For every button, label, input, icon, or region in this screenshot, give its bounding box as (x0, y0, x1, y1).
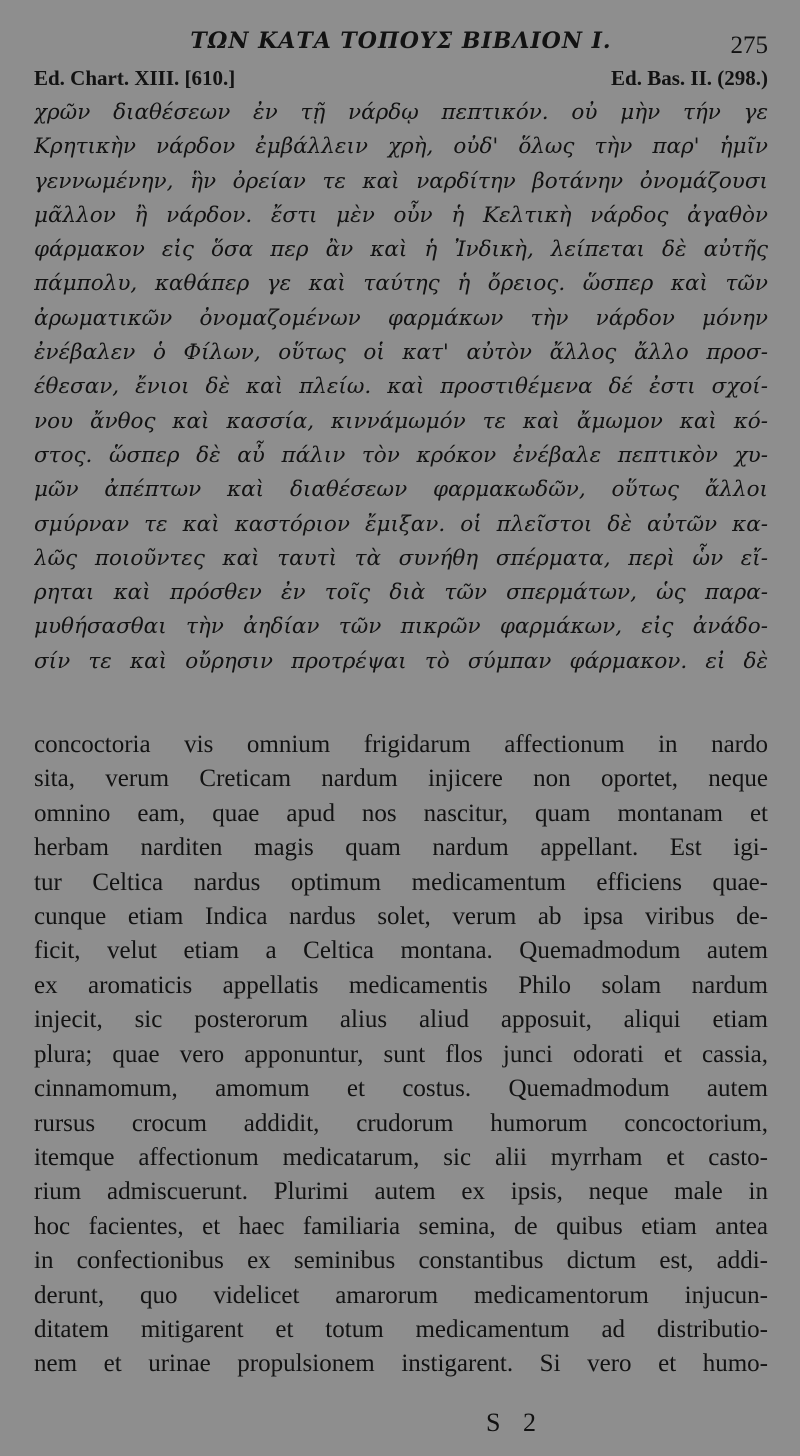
edition-references (34, 66, 768, 96)
running-head (34, 28, 768, 62)
text-line: plura; quae vero apponuntur, sunt flos junci odorati et cassia, (34, 1040, 768, 1068)
text-line: λῶς ποιοῦντες καὶ ταυτὶ τὰ συνήθη σπέρματα, περὶ ὧν εἴ- (34, 545, 768, 571)
signature-mark: S 2 (486, 1408, 544, 1437)
text-line: cinnamomum, amomum et costus. Quemadmodum autem (34, 1075, 768, 1103)
text-line: ἀρωματικῶν ὀνομαζομένων φαρμάκων τὴν νάρδον μόνην (34, 305, 768, 331)
text-line: μυθήσασθαι τὴν ἀηδίαν τῶν πικρῶν φαρμάκων, εἰς ἀνάδο- (34, 614, 768, 640)
text-line: hoc facientes, et haec familiaria semina, de quibus etiam antea (34, 1212, 768, 1240)
text-line: έθεσαν, ἔνιοι δὲ καὶ πλείω. καὶ προστιθέμενα δέ ἐστι σχοί- (34, 374, 768, 400)
page-number: 275 (730, 32, 768, 59)
text-line: σίν τε καὶ οὔρησιν προτρέψαι τὸ σύμπαν φάρμακον. εἰ δὲ (34, 648, 768, 674)
text-line: injecit, sic posterorum alius aliud apposuit, aliqui etiam (34, 1006, 768, 1034)
text-line: ρηται καὶ πρόσθεν ἐν τοῖς διὰ τῶν σπερμάτων, ὡς παρα- (34, 580, 768, 606)
text-line: στος. ὥσπερ δὲ αὖ πάλιν τὸν κρόκον ἐνέβαλε πεπτικὸν χυ- (34, 442, 768, 468)
text-line: ficit, velut etiam a Celtica montana. Quemadmodum autem (34, 937, 768, 965)
edition-reference-right: Ed. Bas. II. (298.) (611, 66, 768, 90)
text-line: sita, verum Creticam nardum injicere non oportet, neque (34, 765, 768, 793)
text-line: in confectionibus ex seminibus constantibus dictum est, addi- (34, 1247, 768, 1275)
text-line: φάρμακον εἰς ὅσα περ ἂν καὶ ἡ Ἰνδικὴ, λείπεται δὲ αὐτῆς (34, 237, 768, 263)
text-line: νου ἄνθος καὶ κασσία, κιννάμωμόν τε καὶ ἄμωμον καὶ κό- (34, 408, 768, 434)
text-line: γεννωμένην, ἣν ὀρείαν τε καὶ ναρδίτην βοτάνην ὀνομάζουσι (34, 168, 768, 194)
edition-reference-left: Ed. Chart. XIII. [610.] (34, 66, 236, 90)
text-line: Κρητικὴν νάρδον ἐμβάλλειν χρὴ, οὐδ' ὅλως τὴν παρ' ἡμῖν (34, 134, 768, 160)
text-line: itemque affectionum medicatarum, sic alii myrrham et casto- (34, 1143, 768, 1171)
text-line: tur Celtica nardus optimum medicamentum efficiens quae- (34, 868, 768, 896)
text-line: omnino eam, quae apud nos nascitur, quam montanam et (34, 799, 768, 827)
text-line: ex aromaticis appellatis medicamentis Philo solam nardum (34, 971, 768, 999)
text-line: herbam narditen magis quam nardum appellant. Est igi- (34, 834, 768, 862)
text-line: πάμπολυ, καθάπερ γε καὶ ταύτης ἡ ὄρειος. ὥσπερ καὶ τῶν (34, 271, 768, 297)
text-line: μῶν ἀπέπτων καὶ διαθέσεων φαρμακωδῶν, οὕτως ἄλλοι (34, 477, 768, 503)
text-line: σμύρναν τε καὶ καστόριον ἔμιξαν. οἱ πλεῖστοι δὲ αὐτῶν κα- (34, 511, 768, 537)
text-line: ἐνέβαλεν ὁ Φίλων, οὕτως οἱ κατ' αὐτὸν ἄλλος ἄλλο προσ- (34, 340, 768, 366)
text-line: cunque etiam Indica nardus solet, verum ab ipsa viribus de- (34, 903, 768, 931)
text-line: rursus crocum addidit, crudorum humorum concoctorium, (34, 1109, 768, 1137)
text-line: χρῶν διαθέσεων ἐν τῇ νάρδῳ πεπτικόν. οὐ μὴν τήν γε (34, 100, 768, 125)
text-line: nem et urinae propulsionem instigarent. Si vero et humo- (34, 1350, 768, 1378)
greek-text-block (34, 96, 768, 679)
text-line: rium admiscuerunt. Plurimi autem ex ipsis, neque male in (34, 1178, 768, 1206)
latin-text-block (34, 728, 768, 1382)
text-line: μᾶλλον ἢ νάρδον. ἔστι μὲν οὖν ἡ Κελτικὴ νάρδος ἀγαθὸν (34, 202, 768, 228)
text-line: derunt, quo videlicet amarorum medicamentorum injucun- (34, 1281, 768, 1309)
text-line: concoctoria vis omnium frigidarum affectionum in nardo (34, 731, 768, 759)
text-line: ditatem mitigarent et totum medicamentum ad distributio- (34, 1315, 768, 1343)
running-title: ΤΩΝ ΚΑΤΑ ΤΟΠΟΥΣ ΒΙΒΛΙΟΝ Ι. (190, 28, 612, 54)
